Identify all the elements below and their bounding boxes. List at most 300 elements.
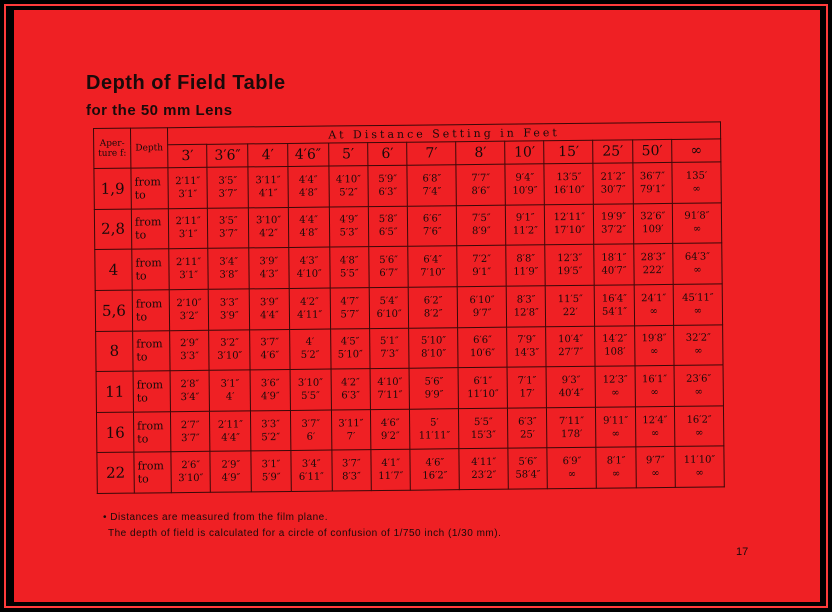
to-label: to [135,228,147,243]
far-limit: ∞ [611,387,620,399]
depth-range-cell [633,203,673,244]
depth-range-cell [546,366,595,407]
far-limit: ∞ [650,346,659,358]
depth-range-cell [330,287,370,328]
depth-range-cell [545,245,594,286]
depth-range-cell [505,204,545,245]
near-limit: 2′8″ [180,378,200,391]
depth-range-cell [168,167,208,208]
far-limit: 40′7″ [601,265,627,277]
near-limit: 8′8″ [516,253,536,265]
depth-range-cell [210,451,251,492]
far-limit: 3′7″ [180,432,200,444]
far-limit: 10′6″ [469,348,496,360]
far-limit: 9′9″ [424,389,444,401]
depth-range-cell [290,410,331,451]
distance-header-cell: 3′ [168,144,208,167]
near-limit: 8′1″ [606,455,626,467]
near-limit: 6′10″ [469,294,495,306]
depth-range-cell [208,207,249,248]
far-limit: 3′10″ [217,350,243,363]
far-limit: 109′ [642,224,664,236]
far-limit: 5′9″ [261,472,281,484]
near-limit: 16′1″ [641,373,668,386]
far-limit: 8′10″ [421,348,447,360]
near-limit: 2′10″ [176,297,202,309]
near-limit: 3′6″ [260,377,280,390]
from-label: from [137,418,164,433]
depth-range-cell [456,164,505,205]
distance-header-cell: ∞ [672,139,721,163]
near-limit: 28′3″ [640,252,666,264]
near-limit: 4′1″ [381,457,401,470]
depth-range-cell [208,248,249,289]
near-limit: 5′6″ [518,456,538,468]
depth-range-cell [209,329,250,370]
far-limit: 7′3″ [380,349,399,361]
near-limit: 5′1″ [379,336,399,348]
aperture-cell: 2,8 [94,209,131,250]
far-limit: ∞ [650,427,660,439]
far-limit: 11′2″ [512,225,539,238]
depth-range-cell [331,369,371,410]
near-limit: 12′3″ [557,252,583,265]
depth-range-cell [369,287,409,328]
near-limit: 18′1″ [601,252,627,264]
near-limit: 3′11″ [255,174,281,187]
far-limit: 4′8″ [299,228,319,240]
from-to-cell [131,208,168,249]
far-limit: ∞ [650,387,659,399]
depth-range-cell [209,370,250,411]
far-limit: 3′7″ [219,228,238,241]
near-limit: 3′9″ [259,296,279,308]
near-limit: 2′11″ [175,256,202,269]
near-limit: 91′8″ [684,210,710,223]
near-limit: 9′1″ [515,212,535,225]
near-limit: 6′6″ [473,335,492,347]
depth-range-cell [596,407,636,448]
depth-range-cell [369,246,409,287]
from-to-cell [133,411,170,452]
depth-range-cell [408,287,457,328]
depth-range-cell [635,366,675,407]
depth-range-cell [288,247,329,288]
far-limit: 4′9″ [221,472,241,484]
far-limit: 5′5″ [301,390,320,402]
far-limit: ∞ [649,305,659,317]
depth-range-cell [288,207,329,248]
depth-range-cell [289,288,330,329]
near-limit: 3′4″ [219,256,239,268]
near-limit: 3′10″ [255,215,282,227]
near-limit: 7′1″ [517,375,537,387]
depth-range-cell [329,166,369,207]
depth-range-cell [408,205,457,246]
depth-range-cell [168,208,208,249]
near-limit: 4′2″ [300,296,319,308]
depth-range-cell [459,408,508,449]
near-limit: 4′10″ [335,174,362,186]
far-limit: 8′9″ [471,226,491,238]
depth-range-cell [458,327,507,368]
near-limit: 3′3″ [219,297,239,309]
depth-range-cell [209,289,250,330]
distance-header-cell: 15′ [544,140,593,164]
depth-range-cell [170,370,210,411]
far-limit: 5′7″ [340,308,360,321]
depth-range-cell [410,449,459,490]
far-limit: 5′3″ [339,227,359,239]
table-row [95,284,722,331]
far-limit: 6′5″ [378,227,398,239]
far-limit: 3′1″ [179,269,199,282]
near-limit: 4′6″ [425,457,445,469]
from-to-cell [133,330,170,371]
far-limit: 79′1″ [639,183,666,196]
near-limit: 9′7″ [645,455,665,467]
to-label: to [135,310,148,324]
to-label: to [136,350,148,364]
far-limit: 11′9″ [513,266,539,278]
table-row [94,203,721,250]
far-limit: 9′7″ [472,307,492,319]
distance-header-cell: 8′ [456,141,505,165]
near-limit: 7′2″ [472,253,492,266]
near-limit: 6′6″ [422,213,442,225]
far-limit: 3′9″ [219,310,239,322]
depth-range-cell [546,326,595,367]
depth-range-cell [673,243,722,284]
near-limit: 4′8″ [339,255,359,267]
from-label: from [134,175,162,189]
near-limit: 21′2″ [600,171,626,183]
page-title: Depth of Field Table [86,72,286,94]
depth-range-cell [546,285,595,326]
far-limit: 7′10″ [420,267,446,279]
far-limit: 5′2″ [261,431,281,443]
depth-range-cell [633,162,673,203]
far-limit: 8′2″ [423,308,443,320]
depth-range-cell [171,452,211,493]
near-limit: 5′5″ [473,416,493,428]
near-limit: 2′9″ [179,338,199,350]
near-limit: 10′4″ [558,334,584,346]
distance-header-cell: 6′ [368,142,408,165]
near-limit: 13′5″ [556,171,582,183]
depth-range-cell [250,329,290,370]
near-limit: 5′9″ [378,173,398,185]
near-limit: 5′6″ [379,254,398,267]
near-limit: 7′11″ [558,415,585,427]
near-limit: 3′1″ [261,459,281,471]
depth-range-cell [289,329,330,370]
depth-range-cell [458,367,507,408]
near-limit: 4′4″ [299,215,319,227]
from-to-cell [132,290,169,331]
near-limit: 2′6″ [181,460,201,472]
depth-range-cell [330,328,370,369]
depth-range-cell [410,408,459,449]
depth-range-cell [673,284,722,325]
depth-range-cell [332,450,372,491]
depth-range-cell [250,288,290,329]
far-limit: ∞ [692,183,701,195]
far-limit: 4′6″ [260,350,280,362]
depth-range-cell [251,451,291,492]
near-limit: 4′4″ [298,174,318,186]
depth-range-cell [594,244,634,285]
table-row [96,406,723,453]
near-limit: 3′5″ [218,215,238,228]
far-limit: 9′1″ [472,266,492,279]
far-limit: 108′ [604,346,626,358]
aperture-cell: 4 [95,249,132,290]
near-limit: 32′6″ [640,211,666,223]
depth-range-cell [331,409,371,450]
distance-header-cell: 10′ [505,141,545,164]
aperture-cell: 8 [96,331,133,372]
distance-header-cell: 4′6″ [287,143,328,166]
far-limit: ∞ [611,468,621,480]
far-limit: 19′5″ [557,265,583,278]
aperture-cell: 11 [96,371,133,412]
depth-of-field-table [93,121,725,494]
far-limit: 7′11″ [377,389,403,401]
depth-range-cell [675,446,724,487]
far-limit: 16′2″ [422,470,448,482]
near-limit: 3′2″ [220,337,240,349]
table-row [95,243,722,290]
depth-range-cell [288,166,329,207]
far-limit: 6′3″ [378,186,398,198]
near-limit: 5′10″ [420,335,447,347]
depth-range-cell [636,447,676,488]
page-subtitle: for the 50 mm Lens [86,102,233,119]
depth-range-cell [506,286,546,327]
depth-range-cell [370,328,410,369]
far-limit: 11′7″ [378,470,404,483]
far-limit: 7′ [346,430,356,442]
depth-range-cell [408,246,457,287]
depth-range-cell [595,285,635,326]
near-limit: 4′9″ [339,214,359,226]
distance-header-cell: 7′ [407,142,456,166]
depth-range-cell [634,325,674,366]
far-limit: 3′1″ [178,188,198,200]
near-limit: 14′2″ [602,333,628,345]
depth-range-cell [370,409,410,450]
near-limit: 6′2″ [423,295,443,307]
depth-range-cell [507,367,547,408]
far-limit: 222′ [642,265,665,277]
far-limit: 30′7″ [600,184,626,196]
distance-header-cell: 50′ [632,139,672,162]
depth-range-cell [409,327,458,368]
far-limit: 6′ [306,431,316,443]
near-limit: 11′10″ [683,454,716,467]
far-limit: 4′3″ [259,269,279,281]
far-limit: 11′11″ [418,429,451,442]
far-limit: 6′10″ [376,308,402,320]
far-limit: ∞ [693,305,703,317]
far-limit: 40′4″ [558,387,584,400]
far-limit: 12′8″ [513,307,539,319]
depth-range-cell [170,330,210,371]
near-limit: 9′3″ [561,374,581,387]
near-limit: 12′3″ [602,374,628,386]
from-label: from [135,296,163,311]
to-label: to [137,472,149,486]
near-limit: 36′7″ [639,170,666,183]
from-label: from [137,459,165,473]
page-number: 17 [736,546,749,558]
depth-range-cell [506,245,546,286]
from-to-cell [131,168,168,209]
near-limit: 5′ [429,416,439,429]
aperture-column-header: Aper-ture f: [94,128,131,168]
near-limit: 4′11″ [471,456,497,469]
depth-range-cell [169,289,209,330]
from-label: from [136,378,164,392]
footnote-distances: • Distances are measured from the film plane. [103,512,328,523]
far-limit: 3′8″ [219,269,239,281]
near-limit: 4′3″ [299,255,319,267]
far-limit: 3′7″ [218,188,238,200]
from-to-cell [134,452,171,493]
depth-range-cell [291,450,332,491]
far-limit: 6′3″ [341,390,361,402]
far-limit: 4′11″ [297,309,323,321]
near-limit: 3′1″ [220,378,240,390]
near-limit: 3′3″ [261,418,281,430]
depth-range-cell [368,206,408,247]
near-limit: 4′10″ [377,376,403,388]
far-limit: 3′4″ [180,391,200,404]
far-limit: 27′7″ [558,347,584,359]
far-limit: 5′5″ [339,268,359,280]
far-limit: 17′ [519,388,535,400]
distance-header-cell: 4′ [248,143,288,166]
near-limit: 6′1″ [473,375,493,387]
from-label: from [136,337,163,351]
depth-range-cell [634,284,674,325]
far-limit: 15′3″ [470,429,497,441]
far-limit: ∞ [694,427,704,439]
distance-setting-header: At Distance Setting in Feet [168,122,721,145]
depth-range-cell [635,406,675,447]
depth-range-cell [210,411,251,452]
near-limit: 7′9″ [517,334,536,346]
depth-range-cell [508,448,548,489]
depth-range-cell [207,167,248,208]
far-limit: 16′10″ [553,184,585,196]
near-limit: 3′7″ [260,337,280,349]
depth-range-cell [544,163,593,204]
far-limit: 3′3″ [180,351,199,363]
depth-range-cell [459,449,508,490]
far-limit: 4′9″ [260,390,280,403]
near-limit: 24′1″ [641,292,667,304]
far-limit: ∞ [695,467,704,479]
near-limit: 32′2″ [685,332,711,345]
table-row [96,324,723,371]
from-to-cell [133,371,170,412]
far-limit: 7′4″ [422,186,442,198]
depth-range-cell [545,204,594,245]
depth-range-cell [457,286,506,327]
table-row [96,365,723,412]
depth-range-cell [371,450,411,491]
near-limit: 12′11″ [553,212,586,224]
far-limit: 11′10″ [467,388,499,401]
depth-range-cell [674,365,723,406]
far-limit: 3′10″ [178,473,204,485]
far-limit: 14′3″ [514,347,540,359]
depth-range-cell [674,324,723,365]
far-limit: 8′3″ [342,471,361,483]
depth-range-cell [508,408,548,449]
near-limit: 9′11″ [603,414,629,427]
far-limit: 4′4″ [260,309,279,321]
near-limit: 12′4″ [642,414,668,426]
near-limit: 64′3″ [684,251,710,263]
far-limit: 4′4″ [221,432,240,444]
near-limit: 7′5″ [471,213,491,225]
far-limit: 4′ [225,391,235,403]
near-limit: 19′8″ [641,333,667,345]
near-limit: 16′2″ [686,414,712,426]
far-limit: ∞ [611,428,621,440]
far-limit: 58′4″ [515,469,541,481]
depth-column-header: Depth [131,128,168,168]
near-limit: 6′9″ [562,456,582,468]
distance-header-cell: 3′6″ [207,144,248,167]
far-limit: 37′2″ [601,224,627,237]
far-limit: 3′1″ [178,229,198,241]
near-limit: 5′8″ [378,214,398,226]
far-limit: 22′ [562,306,578,318]
far-limit: 7′6″ [422,226,442,238]
depth-range-cell [547,448,596,489]
depth-range-cell [593,163,633,204]
aperture-cell: 22 [97,452,134,493]
far-limit: 17′10″ [553,225,586,237]
depth-range-cell [672,203,721,244]
near-limit: 5′6″ [424,376,444,388]
near-limit: 2′11″ [175,175,201,187]
near-limit: 4′6″ [380,417,400,429]
depth-range-cell [329,206,369,247]
far-limit: 10′9″ [512,185,538,197]
to-label: to [135,269,147,283]
near-limit: 3′5″ [218,175,238,187]
near-limit: 3′7″ [301,418,321,430]
depth-range-cell [505,164,545,205]
depth-range-cell [169,249,209,290]
near-limit: 11′5″ [557,293,583,305]
depth-range-cell [248,166,288,207]
depth-range-cell [674,406,723,447]
far-limit: 5′2″ [300,349,320,362]
from-label: from [135,256,162,270]
near-limit: 3′11″ [338,417,364,430]
far-limit: ∞ [567,469,577,481]
depth-range-cell [249,248,289,289]
far-limit: 178′ [560,428,583,440]
table-row [97,446,724,493]
near-limit: 45′11″ [682,292,714,304]
